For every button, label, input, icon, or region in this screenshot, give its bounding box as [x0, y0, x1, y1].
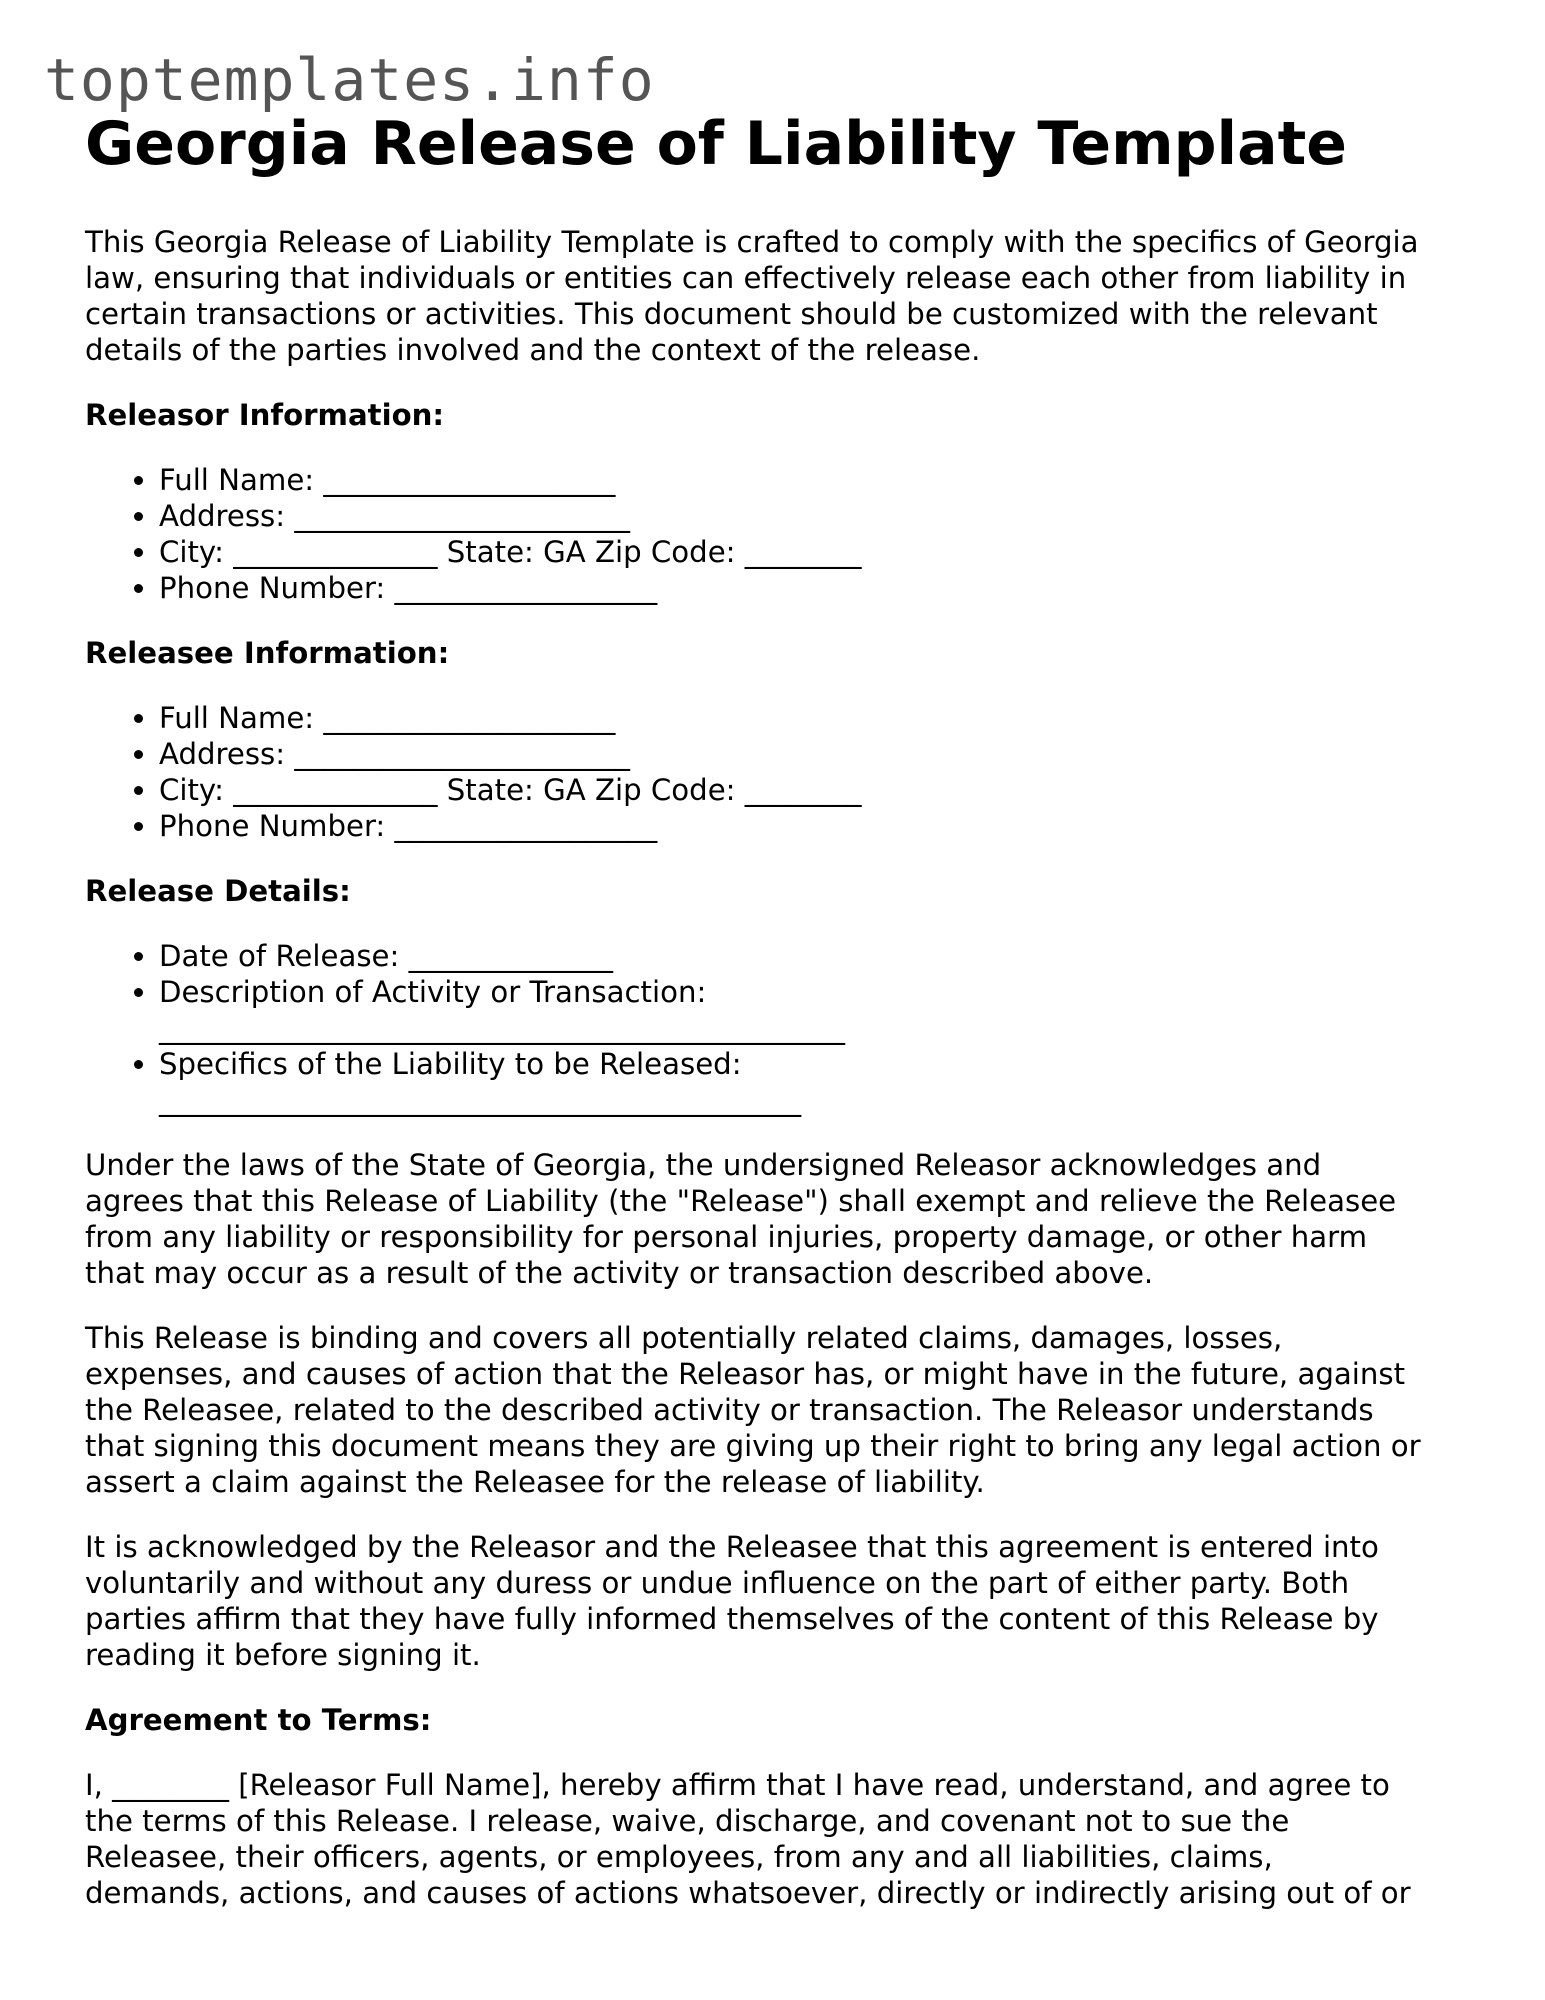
description-label: • Description of Activity or Transaction:	[159, 975, 707, 1009]
paragraph-line: voluntarily and without any duress or undue influence on the part of either party. Both	[85, 1566, 1350, 1600]
releasee-list	[85, 700, 1465, 844]
releasor-city-state-zip: • City: ______________ State: GA Zip Code: ________	[159, 534, 1465, 570]
paragraph-line: Releasee, their officers, agents, or employees, from any and all liabilities, claims,	[85, 1840, 1273, 1874]
intro-line: law, ensuring that individuals or entities can effectively release each other from liability in	[85, 261, 1407, 295]
releasor-phone: • Phone Number: __________________	[159, 570, 1465, 606]
paragraph-line: I, ________ [Releasor Full Name], hereby affirm that I have read, understand, and agree to	[85, 1768, 1390, 1802]
releasee-full-name: • Full Name: ____________________	[159, 700, 1465, 736]
document-title: Georgia Release of Liability Template	[85, 109, 1347, 179]
releasee-city-state-zip: • City: ______________ State: GA Zip Code: ________	[159, 772, 1465, 808]
paragraph-line: the Releasee, related to the described activity or transaction. The Releasor understands	[85, 1393, 1374, 1427]
intro-paragraph	[85, 224, 1465, 368]
releasee-heading: Releasee Information:	[85, 636, 450, 670]
paragraph-line: demands, actions, and causes of actions whatsoever, directly or indirectly arising out of or	[85, 1876, 1411, 1910]
watermark-logo: toptemplates.info	[44, 46, 655, 114]
releasor-address: • Address: _______________________	[159, 498, 1465, 534]
paragraph-line: from any liability or responsibility for personal injuries, property damage, or other harm	[85, 1220, 1368, 1254]
paragraph-line: the terms of this Release. I release, waive, discharge, and covenant not to sue the	[85, 1804, 1290, 1838]
release-specifics	[159, 1046, 1465, 1118]
paragraph-line: reading it before signing it.	[85, 1638, 481, 1672]
description-blank-line: _______________________________________________	[159, 1011, 845, 1045]
release-details-heading: Release Details:	[85, 874, 351, 908]
paragraph-line: This Release is binding and covers all potentially related claims, damages, losses,	[85, 1321, 1283, 1355]
intro-line: details of the parties involved and the context of the release.	[85, 333, 981, 367]
agreement-heading: Agreement to Terms:	[85, 1703, 432, 1737]
binding-paragraph	[85, 1320, 1465, 1500]
paragraph-line: that may occur as a result of the activity or transaction described above.	[85, 1256, 1154, 1290]
specifics-label: • Specifics of the Liability to be Released:	[159, 1047, 742, 1081]
releasor-full-name: • Full Name: ____________________	[159, 462, 1465, 498]
intro-line: This Georgia Release of Liability Template is crafted to comply with the specifics of Georgia	[85, 225, 1419, 259]
specifics-blank-line: ____________________________________________	[159, 1083, 802, 1117]
agreement-paragraph	[85, 1767, 1465, 1911]
paragraph-line: Under the laws of the State of Georgia, the undersigned Releasor acknowledges and	[85, 1148, 1322, 1182]
paragraph-line: It is acknowledged by the Releasor and the Releasee that this agreement is entered into	[85, 1530, 1379, 1564]
release-description	[159, 974, 1465, 1046]
releasor-heading: Releasor Information:	[85, 398, 445, 432]
paragraph-line: assert a claim against the Releasee for the release of liability.	[85, 1465, 985, 1499]
releasee-address: • Address: _______________________	[159, 736, 1465, 772]
liability-paragraph	[85, 1147, 1465, 1291]
paragraph-line: parties affirm that they have fully informed themselves of the content of this Release by	[85, 1602, 1379, 1636]
release-details-list	[85, 938, 1465, 1118]
document-body	[85, 104, 1465, 1940]
voluntary-paragraph	[85, 1529, 1465, 1673]
intro-line: certain transactions or activities. This document should be customized with the relevant	[85, 297, 1378, 331]
paragraph-line: that signing this document means they are giving up their right to bring any legal action or	[85, 1429, 1421, 1463]
paragraph-line: expenses, and causes of action that the Releasor has, or might have in the future, against	[85, 1357, 1406, 1391]
releasee-phone: • Phone Number: __________________	[159, 808, 1465, 844]
releasor-list	[85, 462, 1465, 606]
release-date: • Date of Release: ______________	[159, 938, 1465, 974]
paragraph-line: agrees that this Release of Liability (the "Release") shall exempt and relieve the Releasee	[85, 1184, 1397, 1218]
